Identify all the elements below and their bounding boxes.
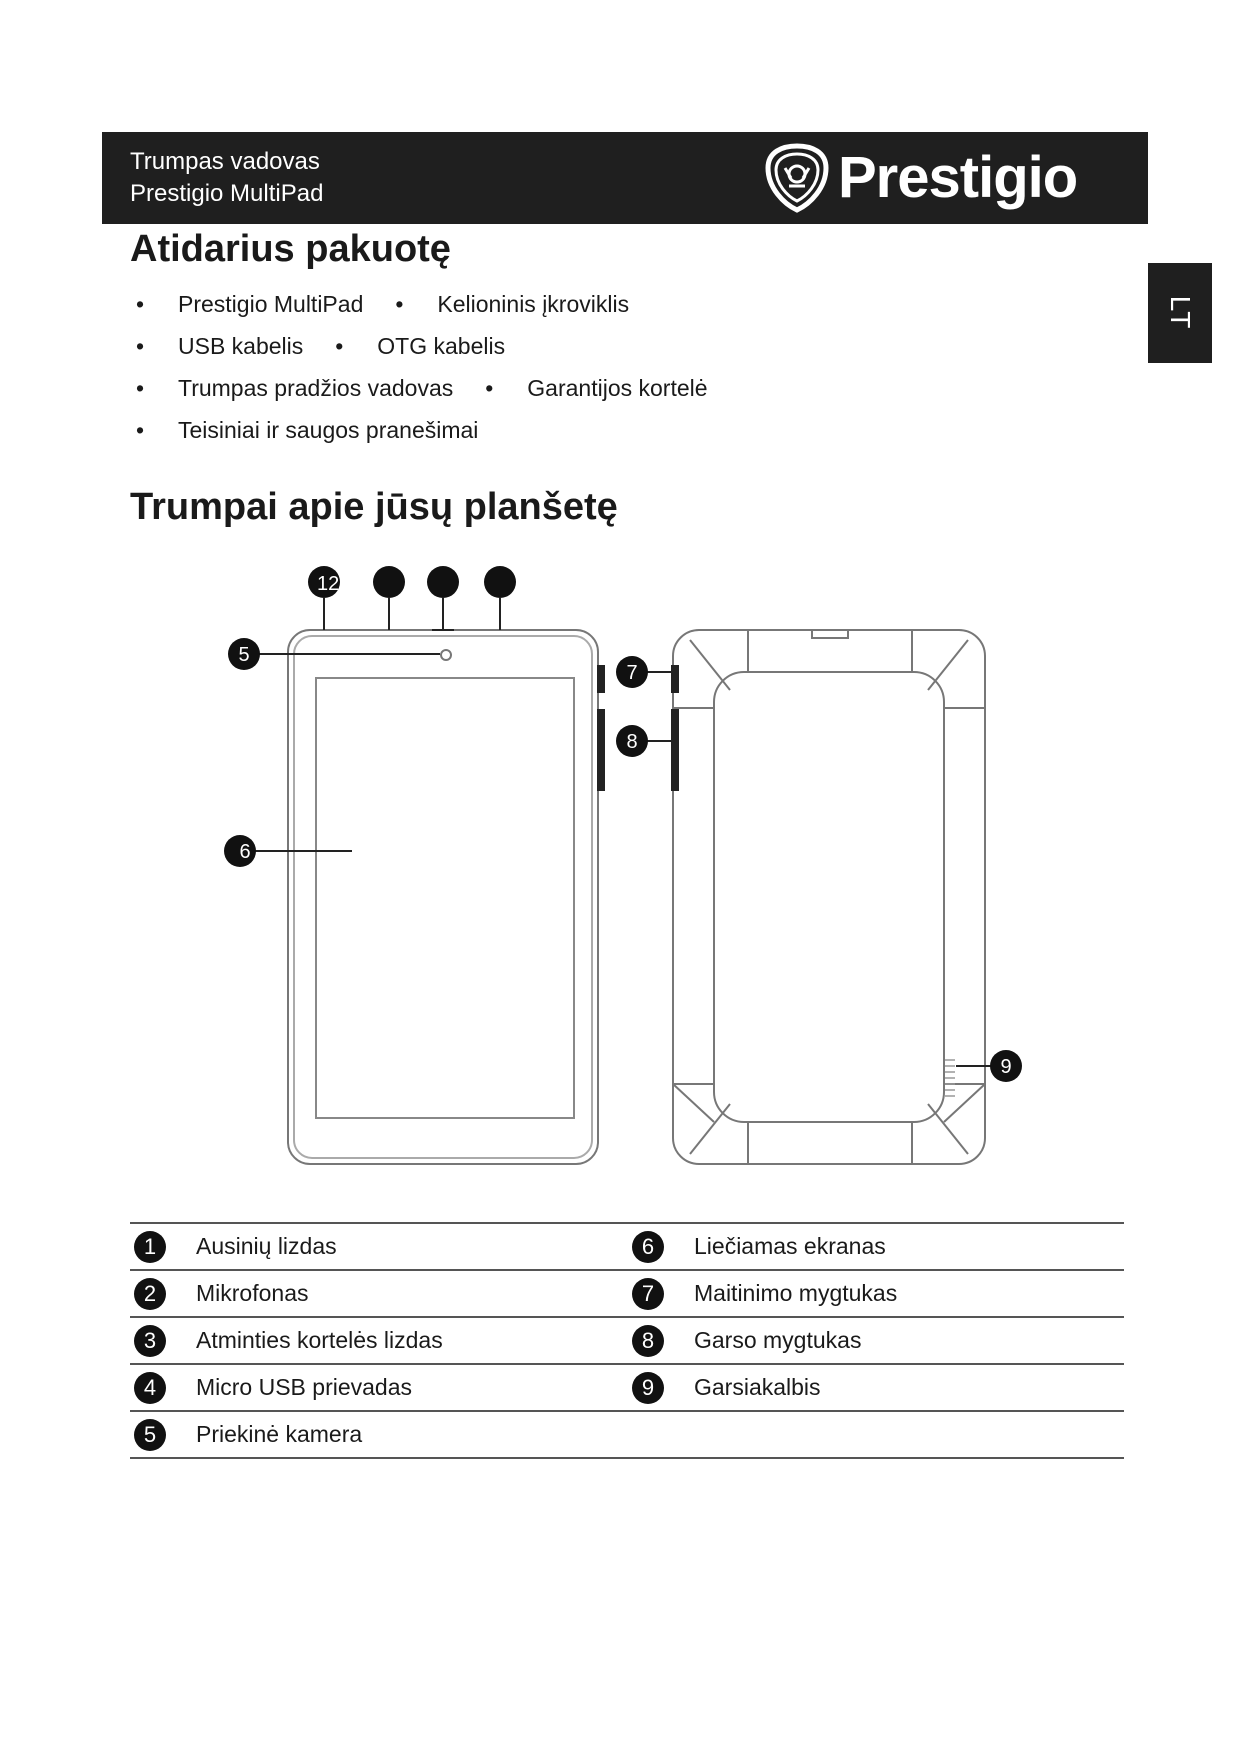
part-label: Garso mygtukas: [694, 1317, 1124, 1364]
table-row: [130, 1223, 1124, 1270]
part-label: Garsiakalbis: [694, 1364, 1124, 1411]
callout-label-5: 5: [238, 644, 250, 666]
part-label: Liečiamas ekranas: [694, 1223, 1124, 1270]
bullet: •: [136, 291, 145, 317]
list-item: Kelioninis įkroviklis: [437, 291, 630, 317]
part-label: Atminties kortelės lizdas: [196, 1317, 628, 1364]
list-item: USB kabelis: [178, 333, 304, 359]
callout-marker-5: [228, 638, 440, 670]
callout-marker-7: [616, 656, 672, 688]
callout-label-9: 9: [1000, 1056, 1012, 1078]
parts-legend-table: [130, 1222, 1124, 1459]
header-line-2: Prestigio MultiPad: [130, 180, 324, 207]
section-title-package: Atidarius pakuotę: [130, 228, 451, 270]
callout-marker-3: [427, 566, 459, 598]
table-row: [130, 1411, 1124, 1458]
bullet: •: [136, 417, 145, 443]
part-label: Micro USB prievadas: [196, 1364, 628, 1411]
table-row: [130, 1364, 1124, 1411]
part-number-badge: 4: [134, 1372, 166, 1404]
bullet: •: [335, 333, 344, 359]
callout-top-group: [324, 598, 500, 630]
callout-label-6: 6: [239, 841, 251, 863]
part-label: Mikrofonas: [196, 1270, 628, 1317]
callout-label-7: 7: [626, 662, 638, 684]
part-label: Maitinimo mygtukas: [694, 1270, 1124, 1317]
table-row: [130, 1317, 1124, 1364]
callout-marker-2: [373, 566, 405, 598]
bullet: •: [136, 375, 145, 401]
bullet: •: [136, 333, 145, 359]
part-number-badge: 6: [632, 1231, 664, 1263]
tablet-back: [672, 630, 985, 1164]
tablet-front: [288, 630, 604, 1164]
list-item: Teisiniai ir saugos pranešimai: [178, 417, 479, 443]
part-number-badge: 5: [134, 1419, 166, 1451]
table-row: [130, 1270, 1124, 1317]
section-title-tablet: Trumpai apie jūsų planšetę: [130, 486, 618, 528]
list-item: Prestigio MultiPad: [178, 291, 364, 317]
language-tab-label: LT: [1165, 295, 1196, 331]
list-item: Garantijos kortelė: [527, 375, 708, 401]
callout-marker-4: [484, 566, 516, 598]
part-number-badge: 2: [134, 1278, 166, 1310]
part-number-badge: 3: [134, 1325, 166, 1357]
callout-marker-9: [956, 1050, 1022, 1082]
callout-label-8: 8: [626, 731, 638, 753]
list-item: OTG kabelis: [377, 333, 506, 359]
list-item: Trumpas pradžios vadovas: [178, 375, 454, 401]
bullet: •: [395, 291, 404, 317]
brand-wordmark: Prestigio: [838, 145, 1078, 210]
callout-marker-8: [616, 725, 672, 757]
part-label: Priekinė kamera: [196, 1411, 628, 1458]
part-number-badge: 1: [134, 1231, 166, 1263]
header-line-1: Trumpas vadovas: [130, 148, 320, 175]
part-number-badge: 9: [632, 1372, 664, 1404]
callout-marker-12: [308, 566, 340, 598]
bullet: •: [485, 375, 494, 401]
part-number-badge: 7: [632, 1278, 664, 1310]
part-label: Ausinių lizdas: [196, 1223, 628, 1270]
callout-label-12: 12: [317, 573, 340, 595]
part-number-badge: 8: [632, 1325, 664, 1357]
